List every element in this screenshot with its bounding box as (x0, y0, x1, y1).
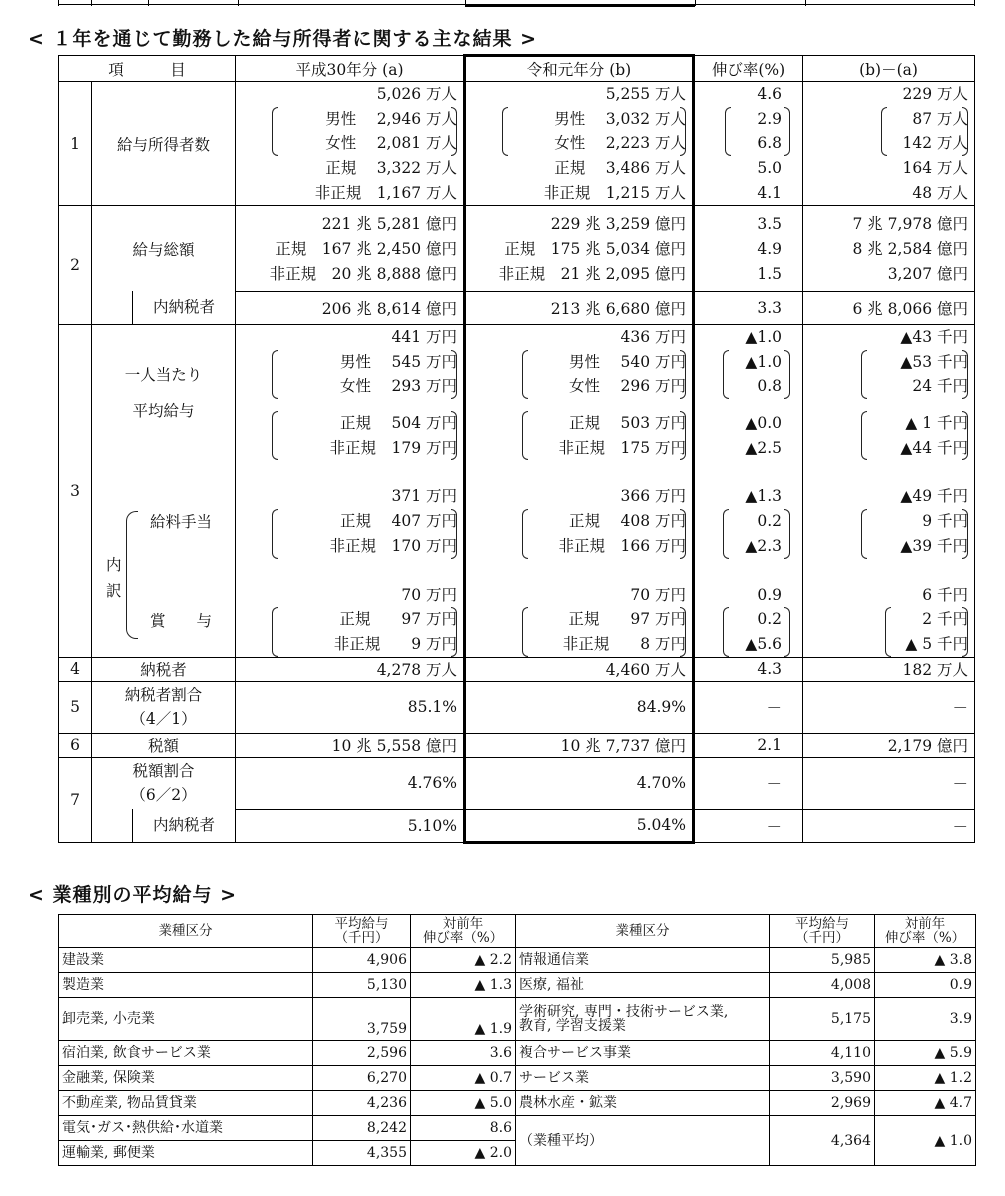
header-diff: (b)－(a) (803, 56, 975, 82)
values-diff: ▲43 千円 ▲53 千円 24 千円 ▲ 1 千円 ▲44 千円 ▲49 千円 9 千円 ▲39 千円 6 千円 2 千円 ▲ 5 千円 (803, 325, 975, 658)
main-results-table (58, 54, 975, 844)
values-b: 229 兆 3,259 億円 正規 175 兆 5,034 億円 非正規 21 兆 2,095 億円 (465, 206, 694, 291)
sub-rate: － (694, 809, 803, 843)
industry-salary-table (58, 914, 976, 1166)
previous-table-edge (58, 0, 975, 6)
row-5 (59, 681, 975, 733)
value-b: 10 兆 7,737 億円 (465, 733, 694, 757)
row-6 (59, 733, 975, 757)
sub-label: 内納税者 (152, 816, 215, 835)
row-label: 給与所得者数 (92, 82, 236, 206)
values-diff: 229 万人 87 万人 142 万人 164 万人 48 万人 (803, 82, 975, 206)
sub-rate: 3.3 (694, 291, 803, 325)
row-4 (59, 657, 975, 681)
row-number: 6 (59, 733, 92, 757)
row-label: 税額 (92, 733, 236, 757)
row-3 (59, 325, 975, 658)
row-label: 一人当たり 平均給与 給料手当 内 訳 賞 与 (92, 325, 236, 658)
sub-label: 内納税者 (152, 298, 215, 316)
row-7-sub (59, 809, 975, 843)
row-label: 納税者割合 （4／1） (92, 681, 236, 733)
table-row: 運輸業, 郵便業 4,355 ▲ 2.0 (59, 1141, 976, 1166)
table-row: 建設業 4,906 ▲ 2.2 情報通信業 5,985 ▲ 3.8 (59, 948, 976, 973)
row-2 (59, 206, 975, 291)
header-avg-right: 平均給与 （千円） (770, 915, 875, 948)
value-diff: － (803, 681, 975, 733)
values-diff: 7 兆 7,978 億円 8 兆 2,584 億円 3,207 億円 (803, 206, 975, 291)
value-a: 85.1% (236, 681, 465, 733)
table-row: 卸売業, 小売業 3,759 ▲ 1.9 学術研究, 専門・技術サービス業, 教育, 学習支援業 5,175 3.9 (59, 998, 976, 1041)
value-a: 4.76% (236, 757, 465, 809)
section1-title: < １年を通じて勤務した給与所得者に関する主な結果 > (28, 28, 538, 50)
row-number: 2 (59, 206, 92, 325)
row-number: 1 (59, 82, 92, 206)
value-b: 4.70% (465, 757, 694, 809)
section2-title: < 業種別の平均給与 > (28, 884, 238, 906)
header-a: 平成30年分 (a) (236, 56, 465, 82)
row-number: 5 (59, 681, 92, 733)
header-industry-left: 業種区分 (59, 915, 313, 948)
row-2-sub (59, 291, 975, 325)
header-yoy-right: 対前年 伸び率（%） (875, 915, 976, 948)
table-row: 不動産業, 物品賃貸業 4,236 ▲ 5.0 農林水産・鉱業 2,969 ▲ 4.7 (59, 1091, 976, 1116)
row-number: 4 (59, 657, 92, 681)
industry-name-multiline: 学術研究, 専門・技術サービス業, 教育, 学習支援業 (516, 998, 770, 1041)
row-number: 7 (59, 757, 92, 843)
sub-a: 5.10% (236, 809, 465, 843)
value-rate: － (694, 757, 803, 809)
sub-b: 5.04% (465, 809, 694, 843)
value-a: 10 兆 5,558 億円 (236, 733, 465, 757)
header-item: 項 目 (59, 56, 236, 82)
table-row: 金融業, 保険業 6,270 ▲ 0.7 サービス業 3,590 ▲ 1.2 (59, 1066, 976, 1091)
header-avg-left: 平均給与 （千円） (313, 915, 411, 948)
row-number: 3 (59, 325, 92, 658)
value-rate: － (694, 681, 803, 733)
values-b: 5,255 万人 男性 3,032 万人 女性 2,223 万人 正規 3,486 万人 非正規 1,215 万人 (465, 82, 694, 206)
header-rate: 伸び率(%) (694, 56, 803, 82)
sub-b: 213 兆 6,680 億円 (465, 291, 694, 325)
header-b: 令和元年分 (b) (465, 56, 694, 82)
value-a: 4,278 万人 (236, 657, 465, 681)
value-diff: 182 万人 (803, 657, 975, 681)
row-label: 納税者 (92, 657, 236, 681)
value-diff: 2,179 億円 (803, 733, 975, 757)
row-label: 税額割合 （6／2） (92, 757, 236, 809)
value-diff: － (803, 757, 975, 809)
values-rate: 4.6 2.9 6.8 5.0 4.1 (694, 82, 803, 206)
industry-average-label: （業種平均） (516, 1116, 770, 1166)
value-rate: 2.1 (694, 733, 803, 757)
value-rate: 4.3 (694, 657, 803, 681)
values-a: 5,026 万人 男性 2,946 万人 女性 2,081 万人 正規 3,322 万人 非正規 1,167 万人 (236, 82, 465, 206)
values-rate: ▲1.0 ▲1.0 0.8 ▲0.0 ▲2.5 ▲1.3 0.2 ▲2.3 0.9 0.2 ▲5.6 (694, 325, 803, 658)
sub-diff: 6 兆 8,066 億円 (803, 291, 975, 325)
row-7 (59, 757, 975, 809)
table-row: 宿泊業, 飲食サービス業 2,596 3.6 複合サービス事業 4,110 ▲ 5.9 (59, 1041, 976, 1066)
values-b: 436 万円 男性 540 万円 女性 296 万円 正規 503 万円 非正規 175 万円 366 万円 正規 408 万円 非正規 166 万円 70 万円 正規 97 万円 非正規 8 万円 (465, 325, 694, 658)
header-yoy-left: 対前年 伸び率（%） (411, 915, 516, 948)
values-rate: 3.5 4.9 1.5 (694, 206, 803, 291)
values-a: 221 兆 5,281 億円 正規 167 兆 2,450 億円 非正規 20 兆 8,888 億円 (236, 206, 465, 291)
table-row: 電気･ガス･熱供給･水道業 8,242 8.6 （業種平均） 4,364 ▲ 1.0 (59, 1116, 976, 1141)
value-b: 84.9% (465, 681, 694, 733)
header-row (59, 56, 975, 82)
sub-diff: － (803, 809, 975, 843)
values-a: 441 万円 男性 545 万円 女性 293 万円 正規 504 万円 非正規 179 万円 371 万円 正規 407 万円 非正規 170 万円 70 万円 正規 97 万円 非正規 9 万円 (236, 325, 465, 658)
value-b: 4,460 万人 (465, 657, 694, 681)
row-label: 給与総額 (92, 206, 236, 291)
table-row: 製造業 5,130 ▲ 1.3 医療, 福祉 4,008 0.9 (59, 973, 976, 998)
header-row (59, 915, 976, 948)
row-1 (59, 82, 975, 206)
sub-a: 206 兆 8,614 億円 (236, 291, 465, 325)
header-industry-right: 業種区分 (516, 915, 770, 948)
